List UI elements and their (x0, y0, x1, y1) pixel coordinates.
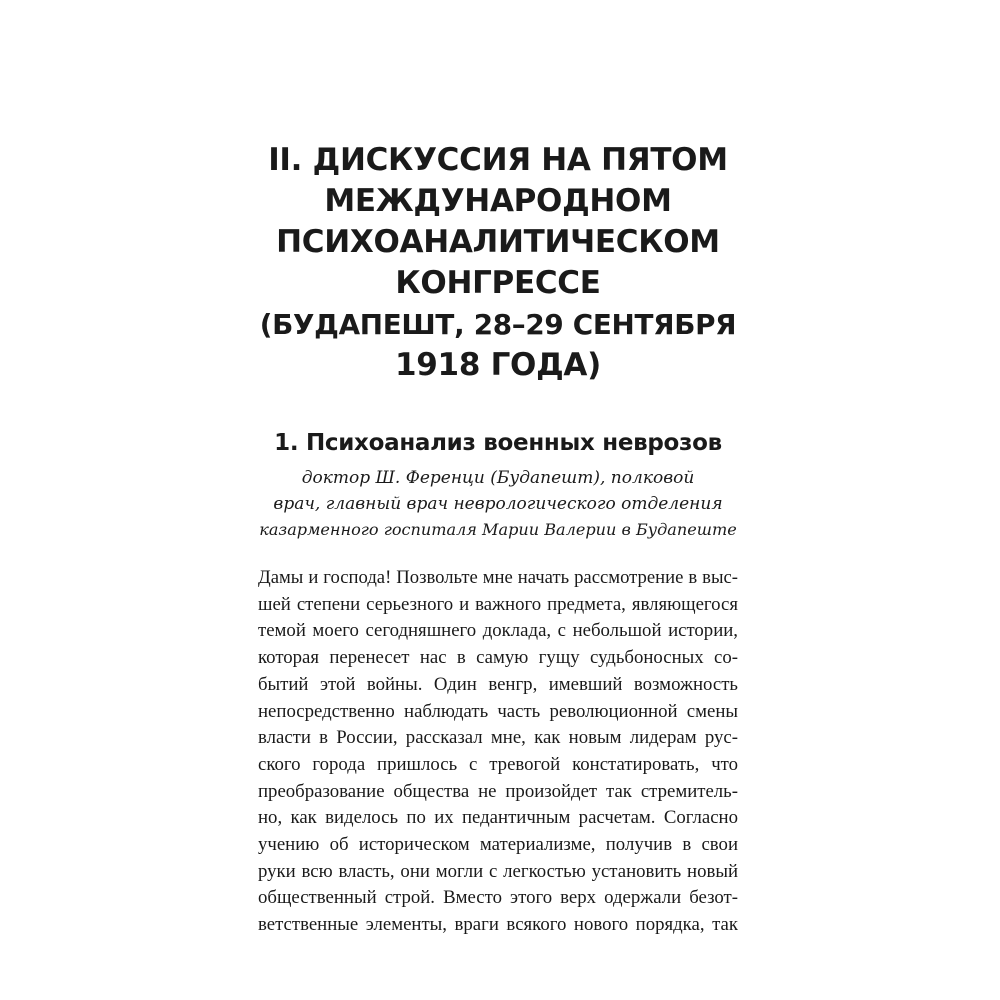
body-line: Дамы и господа! Позвольте мне начать рассмотрение в выс- (258, 567, 738, 588)
chapter-title-line: 1918 ГОДА) (395, 347, 601, 383)
body-line: ского города пришлось с тревогой констатировать, что (258, 753, 738, 775)
chapter-title-line: II. ДИСКУССИЯ НА ПЯТОМ (268, 142, 728, 178)
body-line: темой моего сегодняшнего доклада, с небольшой истории, (258, 620, 738, 642)
chapter-title-line: (БУДАПЕШТ, 28–29 СЕНТЯБРЯ (259, 308, 737, 341)
chapter-title-line: КОНГРЕССЕ (395, 265, 601, 301)
body-line: общественный строй. Вместо этого верх одержали безот- (258, 887, 738, 909)
byline-line: доктор Ш. Ференци (Будапешт), полковой (301, 468, 695, 488)
chapter-title (258, 140, 738, 386)
body-line: непосредственно наблюдать часть революционной смены (258, 700, 738, 722)
body-paragraph (258, 565, 738, 939)
body-line: учению об историческом материализме, получив в свои (258, 834, 738, 856)
body-line: ветственные элементы, враги всякого нового порядка, так (258, 914, 738, 936)
body-line: руки всю власть, они могли с легкостью установить новый (258, 860, 738, 882)
body-line: но, как виделось по их педантичным расчетам. Согласно (258, 807, 738, 829)
byline-line: казарменного госпиталя Марии Валерии в Будапеште (259, 520, 737, 539)
byline-line: врач, главный врач неврологического отделения (273, 494, 723, 514)
chapter-title-line: ПСИХОАНАЛИТИЧЕСКОМ (276, 224, 720, 260)
body-line: бытий этой войны. Один венгр, имевший возможность (258, 673, 738, 695)
body-line: шей степени серьезного и важного предмета, являющегося (258, 593, 738, 615)
section-byline (258, 465, 738, 543)
body-line: которая перенесет нас в самую гущу судьбоносных со- (258, 647, 738, 669)
book-page (258, 140, 738, 939)
body-line: преобразование общества не произойдет так стремитель- (258, 780, 738, 802)
body-line: власти в России, рассказал мне, как новым лидерам рус- (258, 727, 738, 749)
chapter-title-line: МЕЖДУНАРОДНОМ (324, 183, 672, 219)
section-title: 1. Психоанализ военных неврозов (274, 430, 722, 456)
